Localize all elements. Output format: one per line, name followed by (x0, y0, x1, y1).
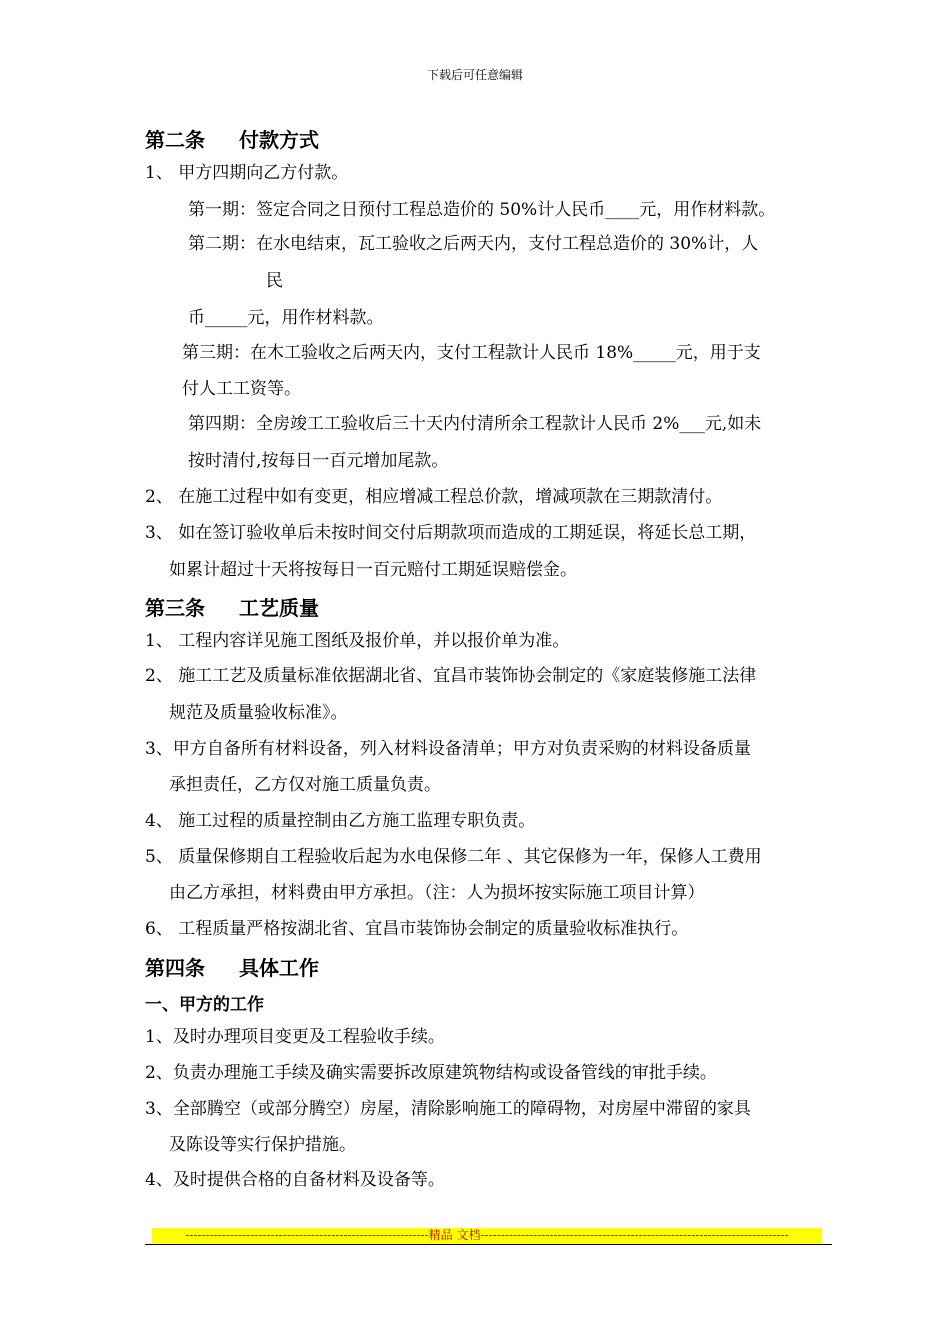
payment-item-2: 2、 在施工过程中如有变更，相应增减工程总价款，增减项款在三期款清付。 (145, 487, 723, 507)
payment-item-3-line-2: 如累计超过十天将按每日一百元赔付工期延误赔偿金。 (169, 560, 577, 580)
section-2-heading (145, 124, 319, 153)
section-4-heading (145, 952, 319, 981)
footer-dashes-right: ---------------------------------------------------------------------------- (480, 1228, 789, 1242)
payment-phase-2-line-2: 民 (266, 271, 283, 291)
section-3-number: 第三条 (145, 596, 205, 620)
party-a-item-1: 1、及时办理项目变更及工程验收手续。 (145, 1027, 445, 1047)
quality-item-4: 4、 施工过程的质量控制由乙方施工监理专职负责。 (145, 811, 536, 831)
party-a-item-2: 2、负责办理施工手续及确实需要拆改原建筑物结构或设备管线的审批手续。 (145, 1063, 717, 1083)
section-3-heading (145, 592, 319, 621)
page-header: 下载后可任意编辑 (426, 68, 523, 82)
payment-phase-2-line-3: 币_____元，用作材料款。 (188, 308, 384, 328)
quality-item-2-line-2: 规范及质量验收标准》。 (169, 703, 348, 723)
party-a-item-3-line-2: 及陈设等实行保护措施。 (169, 1135, 356, 1155)
footer-label: 精品 文档 (428, 1228, 481, 1242)
quality-item-5-line-2: 由乙方承担，材料费由甲方承担。（注：人为损坏按实际施工项目计算） (169, 883, 705, 903)
payment-phase-3-line-2: 付人工工资等。 (182, 379, 301, 399)
payment-phase-4-line-2: 按时清付,按每日一百元增加尾款。 (188, 451, 449, 471)
section-3-title: 工艺质量 (239, 596, 319, 620)
party-a-subheading: 一、甲方的工作 (145, 995, 264, 1015)
quality-item-6: 6、 工程质量严格按湖北省、宜昌市装饰协会制定的质量验收标准执行。 (145, 919, 689, 939)
section-4-number: 第四条 (145, 956, 205, 980)
quality-item-3-line-1: 3、甲方自备所有材料设备，列入材料设备清单；甲方对负责采购的材料设备质量 (145, 739, 751, 759)
quality-item-2-line-1: 2、 施工工艺及质量标准依据湖北省、宜昌市装饰协会制定的《家庭装修施工法律 (145, 666, 757, 686)
footer-dashes-left: ------------------------------------------------------------ (185, 1228, 429, 1242)
footer-banner (152, 1228, 822, 1243)
payment-phase-3-line-1: 第三期：在木工验收之后两天内，支付工程款计人民币 18%_____元，用于支 (182, 343, 761, 363)
section-2-number: 第二条 (145, 128, 205, 152)
section-2-title: 付款方式 (239, 128, 319, 152)
quality-item-5-line-1: 5、 质量保修期自工程验收后起为水电保修二年 、其它保修为一年，保修人工费用 (145, 847, 762, 867)
payment-item-1: 1、 甲方四期向乙方付款。 (145, 163, 349, 183)
payment-phase-4-line-1: 第四期：全房竣工工验收后三十天内付清所余工程款计人民币 2%___元,如未 (188, 414, 762, 434)
quality-item-1: 1、 工程内容详见施工图纸及报价单，并以报价单为准。 (145, 631, 570, 651)
footer-rule (145, 1244, 832, 1245)
payment-phase-1: 第一期：签定合同之日预付工程总造价的 50%计人民币____元，用作材料款。 (188, 200, 776, 220)
party-a-item-4: 4、及时提供合格的自备材料及设备等。 (145, 1170, 445, 1190)
payment-phase-2-line-1: 第二期：在水电结束，瓦工验收之后两天内，支付工程总造价的 30%计，人 (188, 234, 759, 254)
party-a-item-3-line-1: 3、全部腾空（或部分腾空）房屋，清除影响施工的障碍物，对房屋中滞留的家具 (145, 1099, 751, 1119)
section-4-title: 具体工作 (239, 956, 319, 980)
payment-item-3-line-1: 3、 如在签订验收单后未按时间交付后期款项而造成的工期延误，将延长总工期， (145, 523, 757, 543)
quality-item-3-line-2: 承担责任，乙方仅对施工质量负责。 (169, 775, 441, 795)
